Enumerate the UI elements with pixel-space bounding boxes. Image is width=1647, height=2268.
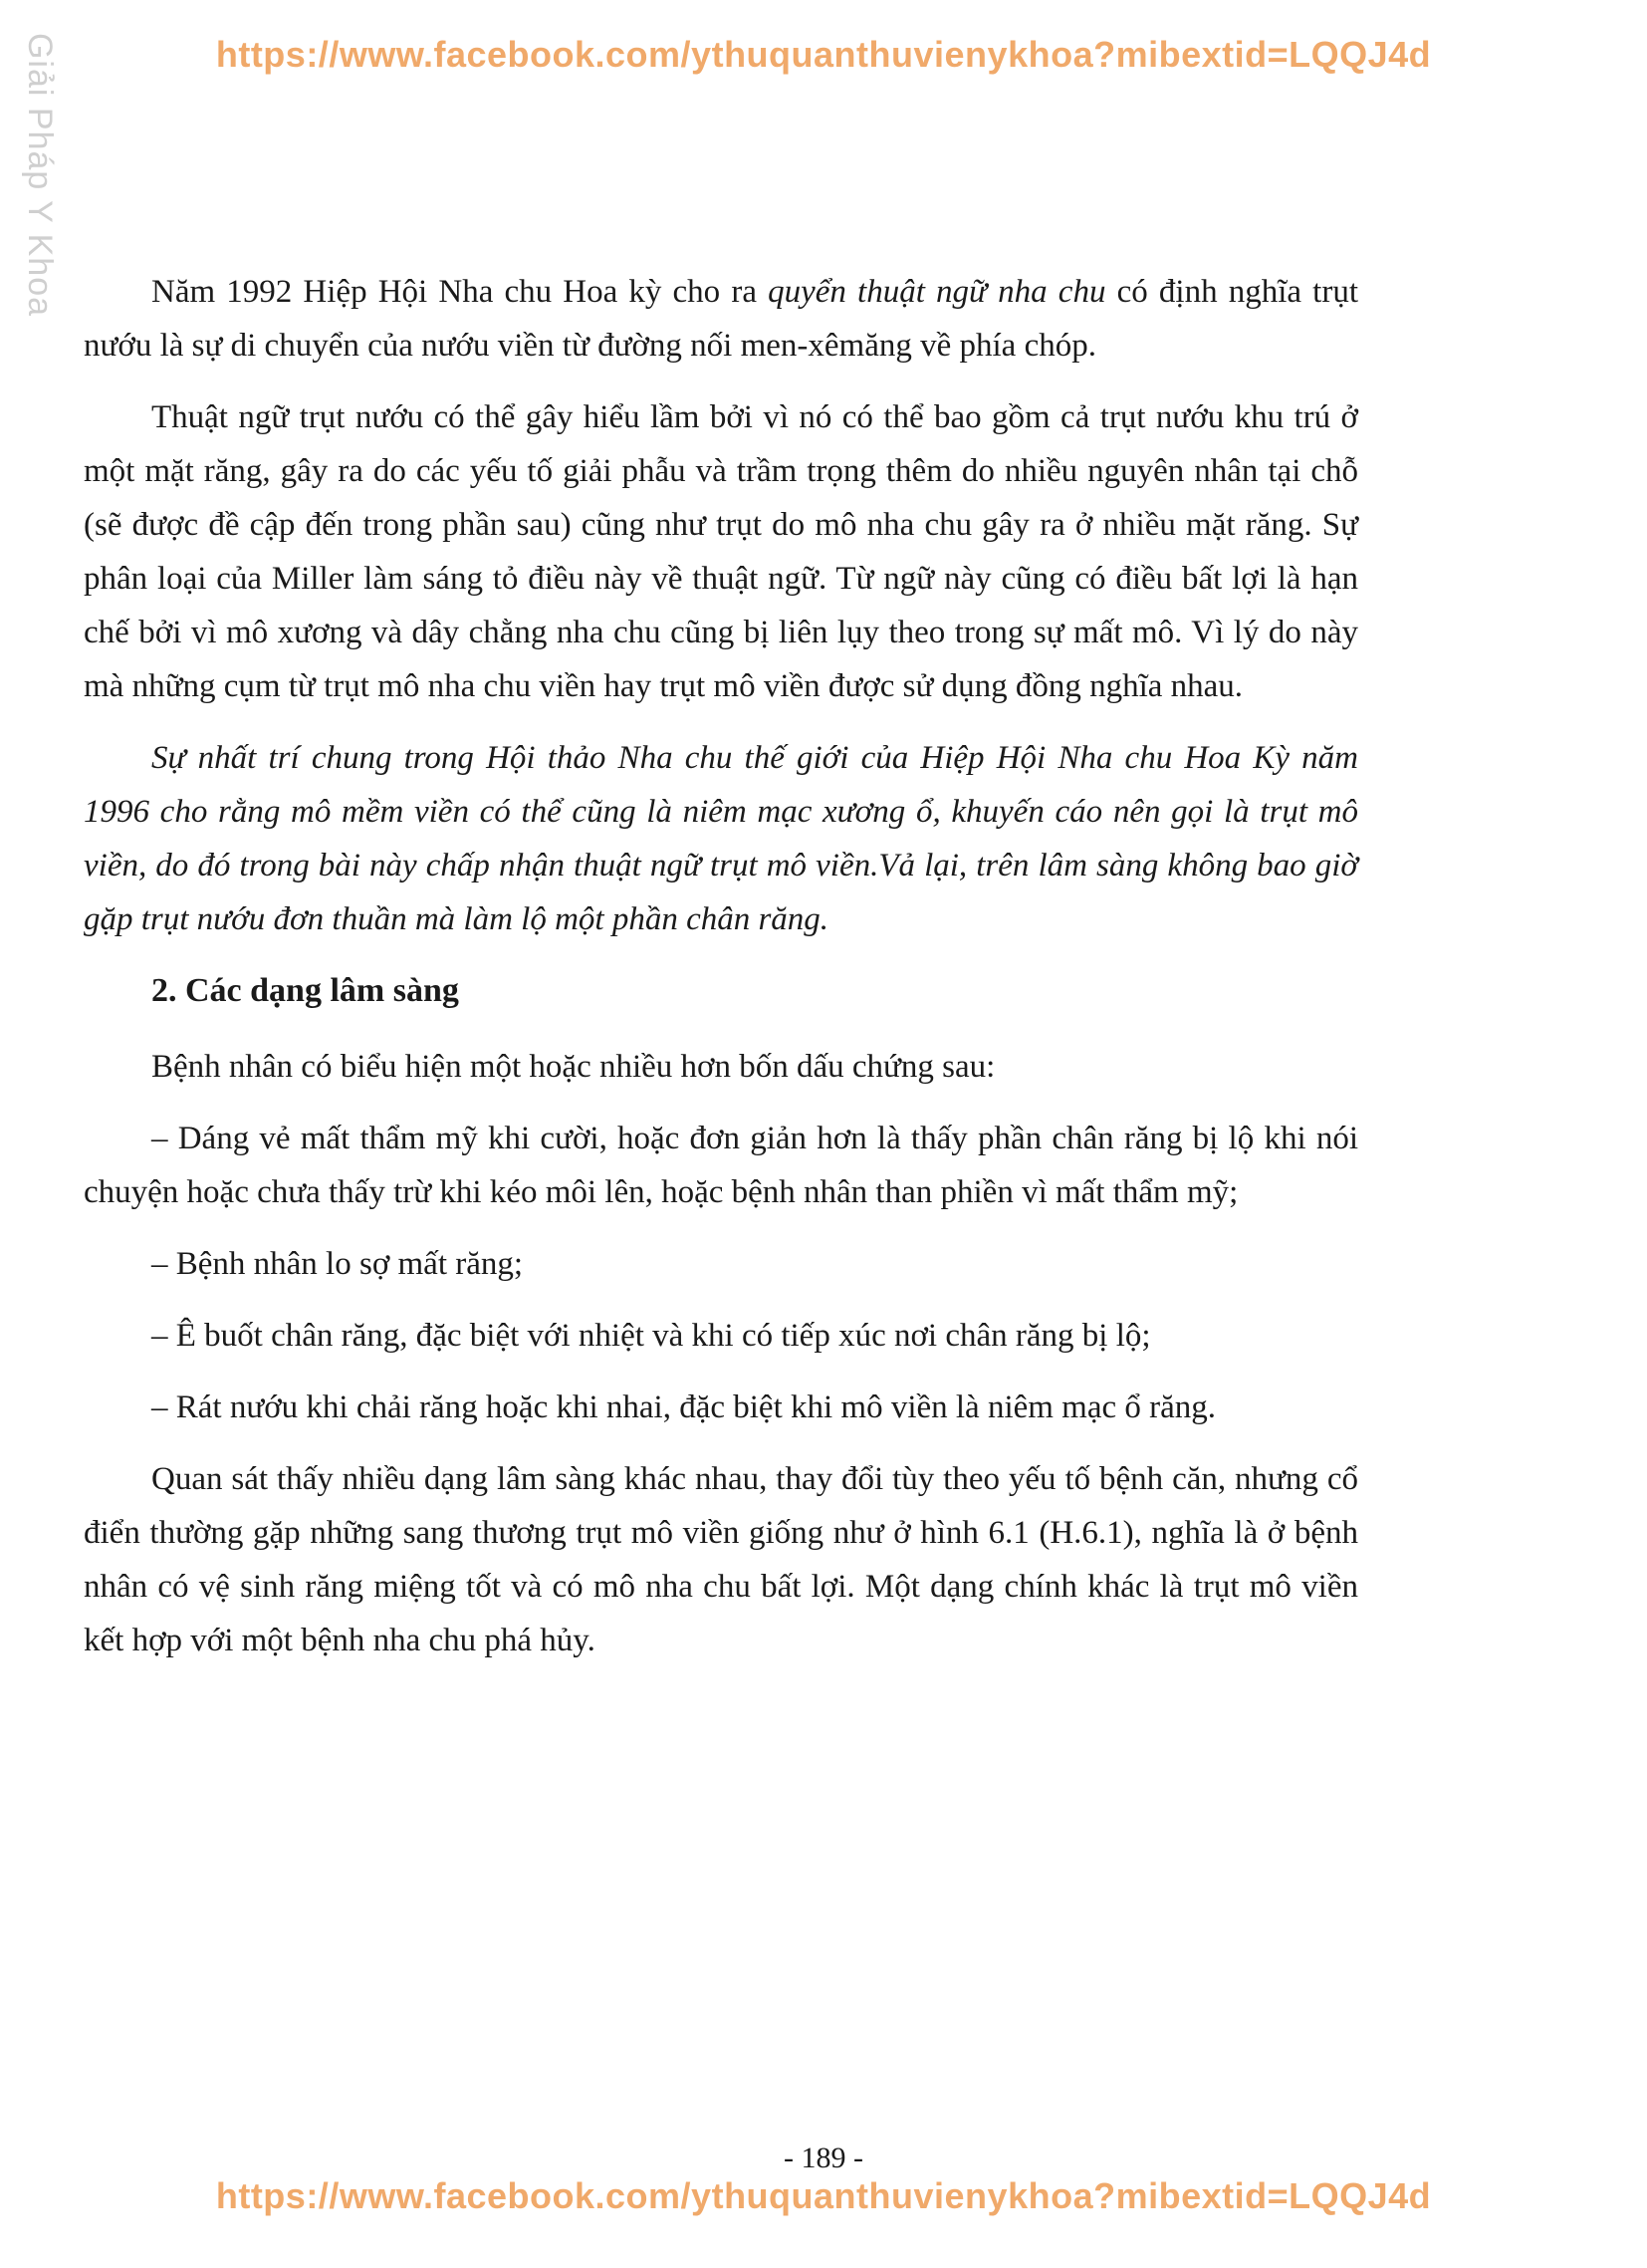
paragraph-1-italic: quyển thuật ngữ nha chu <box>768 274 1106 310</box>
bullet-3: – Ê buốt chân răng, đặc biệt với nhiệt và khi có tiếp xúc nơi chân răng bị lộ; <box>151 1318 1151 1354</box>
paragraph-3: Sự nhất trí chung trong Hội thảo Nha chu thế giới của Hiệp Hội Nha chu Hoa Kỳ năm 1996 cho rằng mô mềm viền có thể cũng là niêm mạc xương ổ, khuyến cáo nên gọi là trụt mô viền, do đó trong bài này chấp nhận thuật ngữ trụt mô viền.Vả lại, trên lâm sàng không bao giờ gặp trụt nướu đơn thuần mà làm lộ một phần chân răng. <box>84 740 1358 937</box>
page-number: - 189 - <box>784 2142 863 2174</box>
side-watermark-text: Giải Pháp Y Khoa <box>21 32 60 317</box>
watermark-url-top: https://www.facebook.com/ythuquanthuvienykhoa?mibextid=LQQJ4d <box>215 34 1432 75</box>
page-content <box>84 265 1358 1685</box>
bullet-2: – Bệnh nhân lo sợ mất răng; <box>151 1246 524 1282</box>
bullet-1: – Dáng vẻ mất thẩm mỹ khi cười, hoặc đơn giản hơn là thấy phần chân răng bị lộ khi nói chuyện hoặc chưa thấy trừ khi kéo môi lên, hoặc bệnh nhân than phiền vì mất thẩm mỹ; <box>84 1121 1358 1210</box>
bullet-4: – Rát nướu khi chải răng hoặc khi nhai, đặc biệt khi mô viền là niêm mạc ổ răng. <box>151 1389 1217 1425</box>
paragraph-1-start: Năm 1992 Hiệp Hội Nha chu Hoa kỳ cho ra <box>151 274 769 310</box>
paragraph-2: Thuật ngữ trụt nướu có thể gây hiểu lầm bởi vì nó có thể bao gồm cả trụt nướu khu trú ở một mặt răng, gây ra do các yếu tố giải phẫu và trầm trọng thêm do nhiều nguyên nhân tại chỗ (sẽ được đề cập đến trong phần sau) cũng như trụt do mô nha chu gây ra ở nhiều mặt răng. Sự phân loại của Miller làm sáng tỏ điều này về thuật ngữ. Từ ngữ này cũng có điều bất lợi là hạn chế bởi vì mô xương và dây chằng nha chu cũng bị liên lụy theo trong sự mất mô. Vì lý do này mà những cụm từ trụt mô nha chu viền hay trụt mô viền được sử dụng đồng nghĩa nhau. <box>84 399 1358 704</box>
paragraph-1-end: có định nghĩa trụt nướu là sự di chuyển của nướu viền từ đường nối men-xêmăng về phía chóp. <box>84 274 1358 364</box>
paragraph-4: Bệnh nhân có biểu hiện một hoặc nhiều hơn bốn dấu chứng sau: <box>151 1049 996 1085</box>
side-watermark <box>18 10 62 339</box>
watermark-url-bottom: https://www.facebook.com/ythuquanthuvienykhoa?mibextid=LQQJ4d <box>215 2175 1432 2216</box>
paragraph-1 <box>84 265 1358 373</box>
section-heading: 2. Các dạng lâm sàng <box>151 972 459 1009</box>
paragraph-5: Quan sát thấy nhiều dạng lâm sàng khác nhau, thay đổi tùy theo yếu tố bệnh căn, nhưng cổ điển thường gặp những sang thương trụt mô viền giống như ở hình 6.1 (H.6.1), nghĩa là ở bệnh nhân có vệ sinh răng miệng tốt và có mô nha chu bất lợi. Một dạng chính khác là trụt mô viền kết hợp với một bệnh nha chu phá hủy. <box>84 1461 1358 1658</box>
